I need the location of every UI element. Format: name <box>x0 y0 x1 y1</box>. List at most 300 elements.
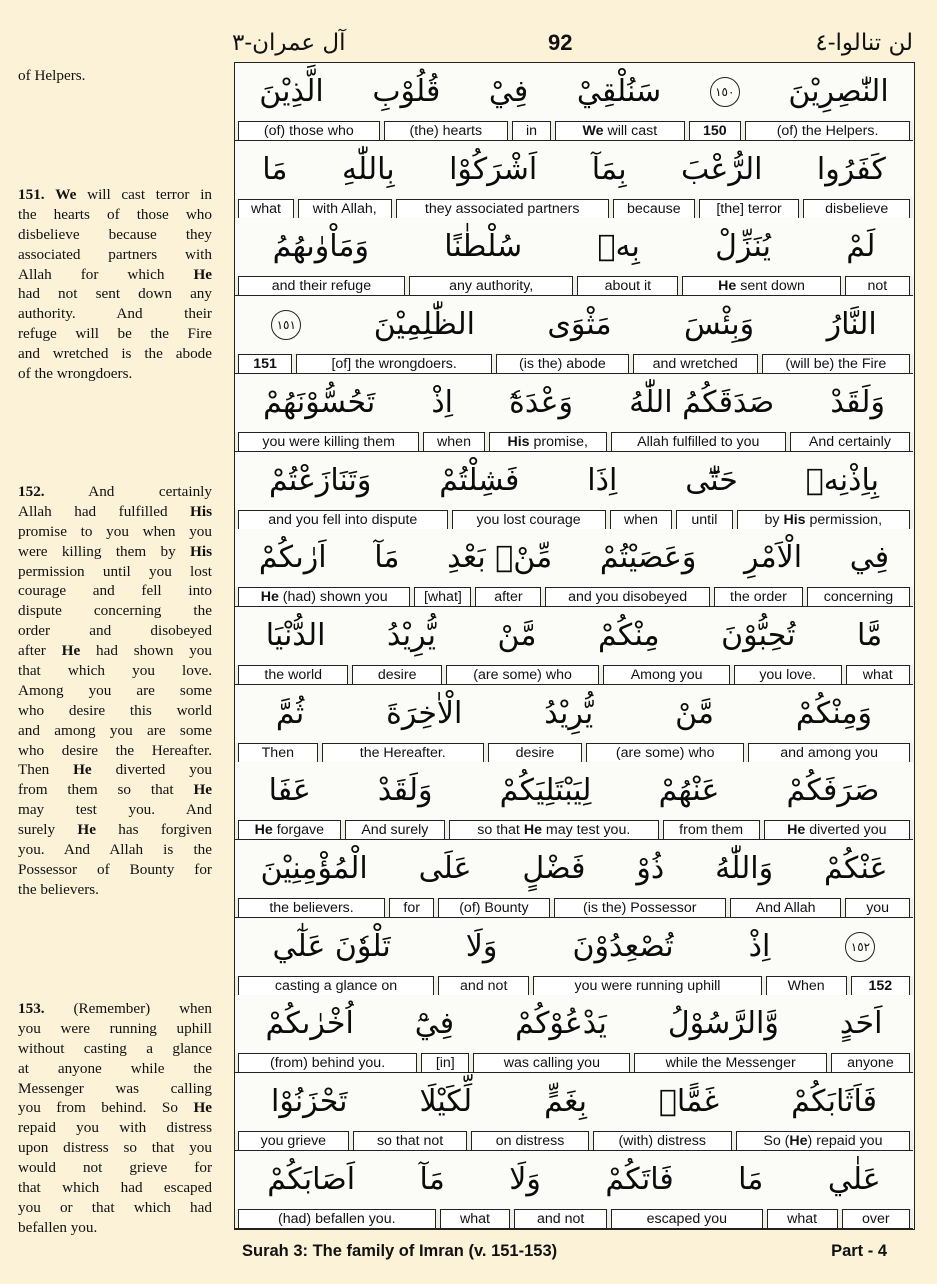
commentary-text: order and disobeyed <box>18 622 212 640</box>
commentary-text: His <box>190 542 212 560</box>
gloss-text: desire <box>515 744 555 761</box>
gloss-cell <box>438 898 549 917</box>
commentary-text: you were running uphill <box>18 1019 212 1037</box>
commentary-line <box>18 1178 212 1198</box>
gloss-text: in <box>526 123 538 139</box>
commentary-text: (Remember) when <box>44 1000 212 1017</box>
gloss-cell <box>238 121 380 140</box>
arabic-word: الْمُؤْمِنِيْنَ <box>260 851 368 886</box>
arabic-word: فَاَثَابَكُمْ <box>791 1084 877 1120</box>
gloss-text: His <box>783 511 806 528</box>
gloss-cell <box>633 354 758 373</box>
arabic-word: النَّارُ <box>826 307 877 343</box>
gloss-text: when <box>623 511 658 528</box>
commentary-text: you from behind. So <box>18 1099 194 1117</box>
commentary-text: Messenger was calling <box>18 1079 212 1097</box>
gloss-cell <box>745 121 910 140</box>
commentary-line <box>18 284 212 304</box>
gloss-band <box>235 354 913 374</box>
verse-row <box>235 685 913 763</box>
commentary-line <box>18 661 212 681</box>
arabic-word: سُلْطٰنًا <box>444 229 523 265</box>
gloss-text: He <box>789 1133 808 1150</box>
gloss-cell <box>845 276 910 295</box>
gloss-text: (are some) who <box>615 744 715 761</box>
gloss-text: you love. <box>759 666 817 683</box>
verse-row <box>235 762 913 840</box>
gloss-cell <box>603 665 730 684</box>
gloss-text: about it <box>604 278 652 295</box>
commentary-text: refuge will be the Fire <box>18 325 212 343</box>
arabic-word: صَرَفَكُمْ <box>786 773 880 809</box>
gloss-text: after <box>494 589 523 606</box>
gloss-text: [of] the wrongdoers. <box>331 356 457 373</box>
arabic-word: وَلَقَدْ <box>377 773 433 809</box>
arabic-word: لَمْ <box>846 229 876 265</box>
arabic-band <box>235 607 913 665</box>
commentary-text: would not grieve for <box>18 1159 212 1177</box>
verse-row <box>235 218 913 296</box>
arabic-word: فِي <box>849 540 890 576</box>
commentary-text: and wretched is the abode <box>18 345 212 363</box>
commentary-line <box>18 1118 212 1138</box>
arabic-word: بِاِذْنِهٖ <box>805 462 880 498</box>
gloss-cell <box>533 976 761 995</box>
commentary-line <box>18 581 212 601</box>
commentary-text: from them so that <box>18 781 194 799</box>
arabic-word: الدُّنْيَا <box>265 617 326 653</box>
arabic-word: مَّنْ <box>497 617 537 653</box>
arabic-word: وَتَنَازَعْتُمْ <box>268 462 372 498</box>
gloss-cell <box>473 1053 630 1072</box>
gloss-band <box>235 898 913 918</box>
arabic-word: غَمًّاۢ <box>658 1084 720 1120</box>
gloss-cell <box>496 354 629 373</box>
commentary-text: of the wrongdoers. <box>18 365 133 383</box>
gloss-cell <box>440 1209 511 1228</box>
commentary-line <box>18 1039 212 1059</box>
commentary-line <box>18 1218 212 1238</box>
gloss-text: (is the) Possessor <box>582 900 697 916</box>
commentary-line <box>18 621 212 641</box>
arabic-band <box>235 218 913 276</box>
gloss-text: when <box>437 433 471 450</box>
gloss-cell <box>699 199 800 218</box>
gloss-text: what <box>460 1210 490 1227</box>
gloss-text: over <box>861 1210 890 1227</box>
arabic-word: بِمَآ <box>591 151 627 187</box>
gloss-text: (are some) who <box>473 666 572 683</box>
commentary-line <box>18 641 212 661</box>
commentary-text: who desire the Hereafter. <box>18 741 212 759</box>
commentary-text: surely <box>18 821 78 839</box>
gloss-text: not <box>867 278 888 295</box>
arabic-word: اَصَابَكُمْ <box>267 1161 356 1197</box>
commentary-line <box>18 205 212 225</box>
commentary-line <box>18 66 212 86</box>
gloss-text: casting a glance on <box>274 977 398 994</box>
gloss-text: (of) Bounty <box>459 900 529 916</box>
arabic-word: اَشْرَكُوْا <box>449 151 538 187</box>
commentary-line <box>18 522 212 542</box>
gloss-text: His <box>507 433 530 450</box>
arabic-word: لِيَبْتَلِيَكُمْ <box>499 773 592 809</box>
arabic-word: يُّرِيْدُ <box>544 695 594 731</box>
commentary-text: diverted you <box>91 761 212 779</box>
gloss-band <box>235 276 913 296</box>
arabic-band <box>235 296 913 354</box>
commentary-line <box>18 1138 212 1158</box>
gloss-text: He <box>787 822 806 839</box>
arabic-word: لِّكَيْلَا <box>419 1084 473 1120</box>
gloss-cell <box>851 976 910 995</box>
commentary-text: dispute concerning the <box>18 602 212 620</box>
gloss-band <box>235 510 913 530</box>
gloss-text: He <box>718 278 737 295</box>
arabic-word: عَلَى <box>418 851 472 886</box>
gloss-text: and among you <box>780 744 879 761</box>
gloss-text: He <box>260 589 279 606</box>
gloss-band <box>235 820 913 840</box>
gloss-cell <box>512 121 551 140</box>
commentary-line <box>18 185 212 205</box>
gloss-cell <box>803 199 910 218</box>
gloss-cell <box>475 587 541 606</box>
arabic-word: مَآ <box>374 540 400 576</box>
arabic-band <box>235 374 913 432</box>
gloss-cell <box>296 354 492 373</box>
gloss-text: on distress <box>495 1133 565 1150</box>
gloss-band <box>235 121 913 141</box>
gloss-cell <box>238 1131 349 1150</box>
commentary-text: 153. <box>18 1000 45 1017</box>
gloss-cell <box>238 898 385 917</box>
gloss-text: so that not <box>376 1133 444 1150</box>
arabic-word: فَشِلْتُمْ <box>439 462 520 498</box>
arabic-word: عَلٰي <box>827 1161 881 1197</box>
arabic-word: فَاتَكُمْ <box>605 1161 674 1197</box>
gloss-text: you lost courage <box>476 511 581 528</box>
commentary-text: repaid you with distress <box>18 1119 212 1137</box>
arabic-band <box>235 918 913 976</box>
gloss-text: and not <box>536 1210 585 1227</box>
gloss-text: So ( <box>763 1133 790 1150</box>
arabic-word: فِيْ <box>488 74 529 109</box>
arabic-word: تُحِبُّوْنَ <box>721 617 796 653</box>
arabic-band <box>235 685 913 743</box>
gloss-text: 151 <box>253 356 277 373</box>
arabic-word: مَّنْ <box>675 695 714 731</box>
gloss-cell <box>555 121 684 140</box>
commentary-line <box>18 999 212 1019</box>
gloss-text: forgave <box>272 822 325 839</box>
gloss-cell <box>554 898 726 917</box>
gloss-text: promise, <box>529 433 588 450</box>
page-header <box>0 0 937 62</box>
commentary-text: 151. <box>18 186 45 203</box>
part-caption: Part - 4 <box>831 1242 887 1260</box>
gloss-text: and their refuge <box>271 278 372 295</box>
gloss-cell <box>238 1209 436 1228</box>
gloss-cell <box>845 898 910 917</box>
gloss-band <box>235 1053 913 1073</box>
gloss-text: you <box>866 900 890 916</box>
verse-row <box>235 296 913 374</box>
gloss-text: permission, <box>805 511 883 528</box>
gloss-text: 152 <box>868 977 893 994</box>
gloss-cell <box>449 820 659 839</box>
commentary-line <box>18 304 212 324</box>
commentary-text: and among you are some <box>18 721 212 739</box>
commentary-text: Then <box>18 761 74 779</box>
commentary-line <box>18 701 212 721</box>
commentary-note <box>18 999 212 1238</box>
gloss-cell <box>238 820 341 839</box>
gloss-cell <box>384 121 508 140</box>
arabic-band <box>235 1151 913 1209</box>
gloss-text: He <box>523 822 542 839</box>
arabic-word: فَضْلٍ <box>522 851 586 886</box>
commentary-note <box>18 185 212 384</box>
commentary-line <box>18 681 212 701</box>
gloss-text: for <box>403 900 420 916</box>
gloss-cell <box>238 432 419 451</box>
arabic-word: كَفَرُوا <box>816 151 886 187</box>
commentary-text: of Helpers. <box>18 67 86 84</box>
gloss-text: diverted you <box>805 822 887 839</box>
arabic-word: الْاَمْرِ <box>744 540 803 576</box>
arabic-word: تَلْوٗنَ عَلٰٓي <box>272 928 391 964</box>
gloss-cell <box>423 432 484 451</box>
gloss-cell <box>298 199 392 218</box>
commentary-note <box>18 66 212 86</box>
arabic-band <box>235 995 913 1053</box>
gloss-cell <box>807 587 910 606</box>
gloss-text: He <box>254 822 273 839</box>
arabic-word: وَّالرَّسُوْلُ <box>667 1006 779 1042</box>
gloss-text: and you disobeyed <box>568 589 688 606</box>
commentary-text: courage and fell into <box>18 582 212 600</box>
gloss-text: ) repaid you <box>807 1133 883 1150</box>
gloss-text: from them <box>679 822 744 839</box>
gloss-text: what <box>251 200 281 217</box>
commentary-line <box>18 502 212 522</box>
gloss-cell <box>396 199 609 218</box>
gloss-cell <box>577 276 678 295</box>
commentary-text <box>45 186 56 203</box>
gloss-cell <box>238 276 405 295</box>
arabic-band <box>235 141 913 199</box>
commentary-text: may test you. And <box>18 801 212 819</box>
gloss-cell <box>238 743 318 762</box>
commentary-text: had not sent down any <box>18 285 212 303</box>
commentary-line <box>18 780 212 800</box>
commentary-text: He <box>193 781 212 799</box>
gloss-text: because <box>626 200 681 217</box>
arabic-word: بِغَمٍّ <box>544 1084 587 1120</box>
commentary-text: 152. <box>18 483 45 500</box>
gloss-text: (from) behind you. <box>270 1055 386 1072</box>
commentary-text: that which you love. <box>18 662 212 680</box>
gloss-text: may test you. <box>541 822 631 839</box>
arabic-word: وَلَا <box>509 1161 541 1197</box>
commentary-text: He <box>193 1099 212 1117</box>
arabic-word: تَحْزَنُوْا <box>271 1084 348 1120</box>
gloss-text: disbelieve <box>825 200 889 217</box>
commentary-line <box>18 820 212 840</box>
gloss-text: with Allah, <box>312 200 377 217</box>
gloss-text: (the) hearts <box>409 123 483 139</box>
commentary-text: that which had escaped <box>18 1179 212 1197</box>
commentary-text: disbelieve because they <box>18 225 212 243</box>
commentary-line <box>18 1019 212 1039</box>
commentary-line <box>18 601 212 621</box>
verse-row <box>235 1151 913 1229</box>
commentary-text: will cast terror in <box>76 186 212 203</box>
commentary-text: And certainly <box>44 483 212 500</box>
gloss-text: you grieve <box>260 1133 327 1150</box>
gloss-cell <box>766 976 847 995</box>
gloss-cell <box>831 1053 910 1072</box>
commentary-text: He <box>73 761 92 779</box>
gloss-text: until <box>691 511 718 528</box>
gloss-band <box>235 1209 913 1229</box>
commentary-line <box>18 344 212 364</box>
gloss-text: Allah fulfilled to you <box>637 433 760 450</box>
commentary-line <box>18 542 212 562</box>
gloss-cell <box>586 743 744 762</box>
gloss-cell <box>736 1131 910 1150</box>
arabic-word: تَحُسُّوْنَهُمْ <box>263 384 376 420</box>
gloss-cell <box>676 510 732 529</box>
commentary-line <box>18 880 212 900</box>
gloss-text: 150 <box>702 123 727 139</box>
arabic-band <box>235 529 913 587</box>
gloss-cell <box>409 276 574 295</box>
commentary-line <box>18 721 212 741</box>
gloss-cell <box>611 1209 763 1228</box>
arabic-word: يَدْعُوْكُمْ <box>515 1006 607 1042</box>
gloss-cell <box>730 898 841 917</box>
gloss-band <box>235 199 913 219</box>
arabic-word: وَعْدَهٗٓ <box>509 384 573 420</box>
gloss-cell <box>438 976 529 995</box>
gloss-text: (will be) the Fire <box>785 356 887 373</box>
commentary-text: He <box>193 265 212 283</box>
commentary-text: Possessor of Bounty for <box>18 860 212 878</box>
gloss-band <box>235 587 913 607</box>
gloss-cell <box>737 510 910 529</box>
commentary-line <box>18 245 212 265</box>
commentary-text: were killing them by <box>18 542 191 560</box>
gloss-text: And surely <box>361 822 429 839</box>
gloss-text: sent down <box>736 278 805 295</box>
arabic-word: ثُمَّ <box>275 695 305 731</box>
commentary-line <box>18 1158 212 1178</box>
gloss-text: any authority, <box>449 278 534 295</box>
arabic-word: مَا <box>262 151 288 187</box>
arabic-band <box>235 1073 913 1131</box>
arabic-word: وَلَقَدْ <box>830 384 885 420</box>
gloss-cell <box>452 510 606 529</box>
gloss-cell <box>238 587 410 606</box>
arabic-word: وَلَا <box>465 928 498 964</box>
arabic-word: وَعَصَيْتُمْ <box>599 540 697 576</box>
commentary-text: had shown you <box>80 642 212 660</box>
arabic-word: عَفَا <box>268 773 311 809</box>
commentary-line <box>18 800 212 820</box>
commentary-text: the hearts of those who <box>18 205 212 223</box>
verse-row <box>235 452 913 530</box>
gloss-text: and wretched <box>652 356 738 373</box>
verse-row <box>235 529 913 607</box>
gloss-text: the Hereafter. <box>359 744 446 761</box>
gloss-cell <box>663 820 760 839</box>
arabic-word: يُّرِيْدُ <box>387 617 437 653</box>
gloss-cell <box>414 587 471 606</box>
commentary-line <box>18 364 212 384</box>
arabic-band <box>235 762 913 820</box>
commentary-line <box>18 324 212 344</box>
gloss-cell <box>238 1053 417 1072</box>
verse-row <box>235 141 913 219</box>
arabic-word: مَثْوَى <box>547 307 612 343</box>
arabic-word: اِذْ <box>431 384 454 420</box>
commentary-line <box>18 741 212 761</box>
arabic-word: وَبِئْسَ <box>684 307 755 343</box>
gloss-cell <box>613 199 695 218</box>
commentary-line <box>18 1079 212 1099</box>
gloss-text: they associated partners <box>424 200 580 217</box>
gloss-cell <box>446 665 599 684</box>
verse-row <box>235 374 913 452</box>
arabic-band <box>235 840 913 898</box>
gloss-text: (of) the Helpers. <box>776 123 879 139</box>
gloss-text: will cast <box>603 123 658 139</box>
gloss-cell <box>689 121 742 140</box>
arabic-word: وَمِنْكُمْ <box>795 695 873 731</box>
arabic-word: الَّذِيْنَ <box>259 74 324 109</box>
arabic-word: مَا <box>738 1161 764 1197</box>
gloss-text: When <box>787 977 825 994</box>
arabic-word: تُصْعِدُوْنَ <box>572 928 674 964</box>
gloss-cell <box>593 1131 732 1150</box>
gloss-text: And Allah <box>755 900 816 916</box>
arabic-word: اِذَا <box>587 462 618 498</box>
gloss-text: (had) shown you <box>278 589 388 606</box>
arabic-word: مِنْكُمْ <box>597 617 660 653</box>
gloss-text: by <box>764 511 784 528</box>
commentary-text: you. And Allah is the <box>18 841 212 859</box>
arabic-word: الرُّعْبَ <box>681 151 763 187</box>
ayah-number-mark: ١٥٢ <box>845 932 875 962</box>
gloss-cell <box>238 976 434 995</box>
commentary-text: He <box>61 642 81 660</box>
commentary-text: has forgiven <box>95 821 212 839</box>
juz-name-arabic: لن تنالوا-٤ <box>815 30 913 56</box>
arabic-word: عَنْهُمْ <box>658 773 720 809</box>
gloss-cell <box>846 665 910 684</box>
gloss-text: Then <box>261 744 294 761</box>
arabic-word: وَاللّٰهُ <box>715 851 774 886</box>
verse-row <box>235 995 913 1073</box>
commentary-text: upon distress so that you <box>18 1139 212 1157</box>
commentary-text: the believers. <box>18 880 99 898</box>
gloss-cell <box>734 665 842 684</box>
arabic-word: صَدَقَكُمُ اللّٰهُ <box>629 384 775 420</box>
gloss-cell <box>682 276 841 295</box>
gloss-cell <box>545 587 710 606</box>
